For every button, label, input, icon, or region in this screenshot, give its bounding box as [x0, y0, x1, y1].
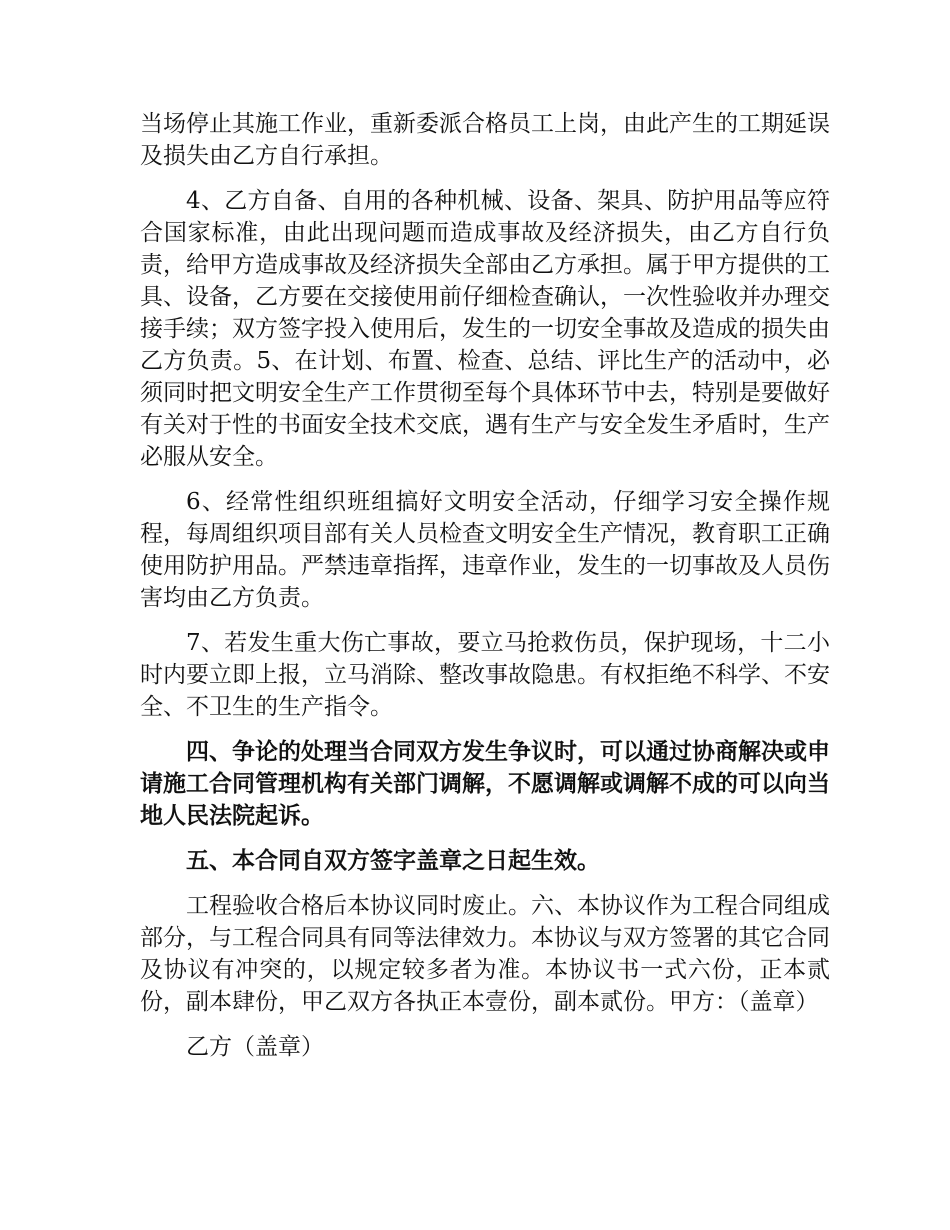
paragraph-construction-stop: 当场停止其施工作业，重新委派合格员工上岗，由此产生的工期延误及损失由乙方自行承担。	[140, 111, 830, 169]
signature-party-b: 乙方（盖章）	[186, 1034, 324, 1060]
paragraph-clause-6: 6、经常性组织班组搞好文明安全活动，仔细学习安全操作规程，每周组织项目部有关人员检查文明安全生产情况，教育职工正确使用防护用品。严禁违章指挥，违章作业，发生的一切事故及人员伤害均由乙方负责。	[140, 489, 830, 611]
paragraph-clause-7: 7、若发生重大伤亡事故，要立马抢救伤员，保护现场，十二小时内要立即上报，立马消除、整改事故隐患。有权拒绝不科学、不安全、不卫生的生产指令。	[140, 630, 830, 720]
section-effective-date: 五、本合同自双方签字盖章之日起生效。	[186, 847, 600, 874]
document-page	[140, 108, 830, 1076]
section-dispute-resolution: 四、争论的处理当合同双方发生争议时，可以通过协商解决或申请施工合同管理机构有关部门调解，不愿调解或调解不成的可以向当地人民法院起诉。	[140, 738, 830, 829]
paragraph-clause-4-5: 4、乙方自备、自用的各种机械、设备、架具、防护用品等应符合国家标准，由此出现问题而造成事故及经济损失，由乙方自行负责，给甲方造成事故及经济损失全部由乙方承担。属于甲方提供的工具、设备，乙方要在交接使用前仔细检查确认，一次性验收并办理交接手续；双方签字投入使用后，发生的一切安全事故及造成的损失由乙方负责。5、在计划、布置、检查、总结、评比生产的活动中，必须同时把文明安全生产工作贯彻至每个具体环节中去，特别是要做好有关对于性的书面安全技术交底，遇有生产与安全发生矛盾时，生产必服从安全。	[140, 188, 830, 470]
paragraph-termination-and-copies: 工程验收合格后本协议同时废止。六、本协议作为工程合同组成部分，与工程合同具有同等法律效力。本协议与双方签署的其它合同及协议有冲突的，以规定较多者为准。本协议书一式六份，正本贰份，副本肆份，甲乙双方各执正本壹份，副本贰份。甲方：（盖章）	[140, 893, 830, 1015]
